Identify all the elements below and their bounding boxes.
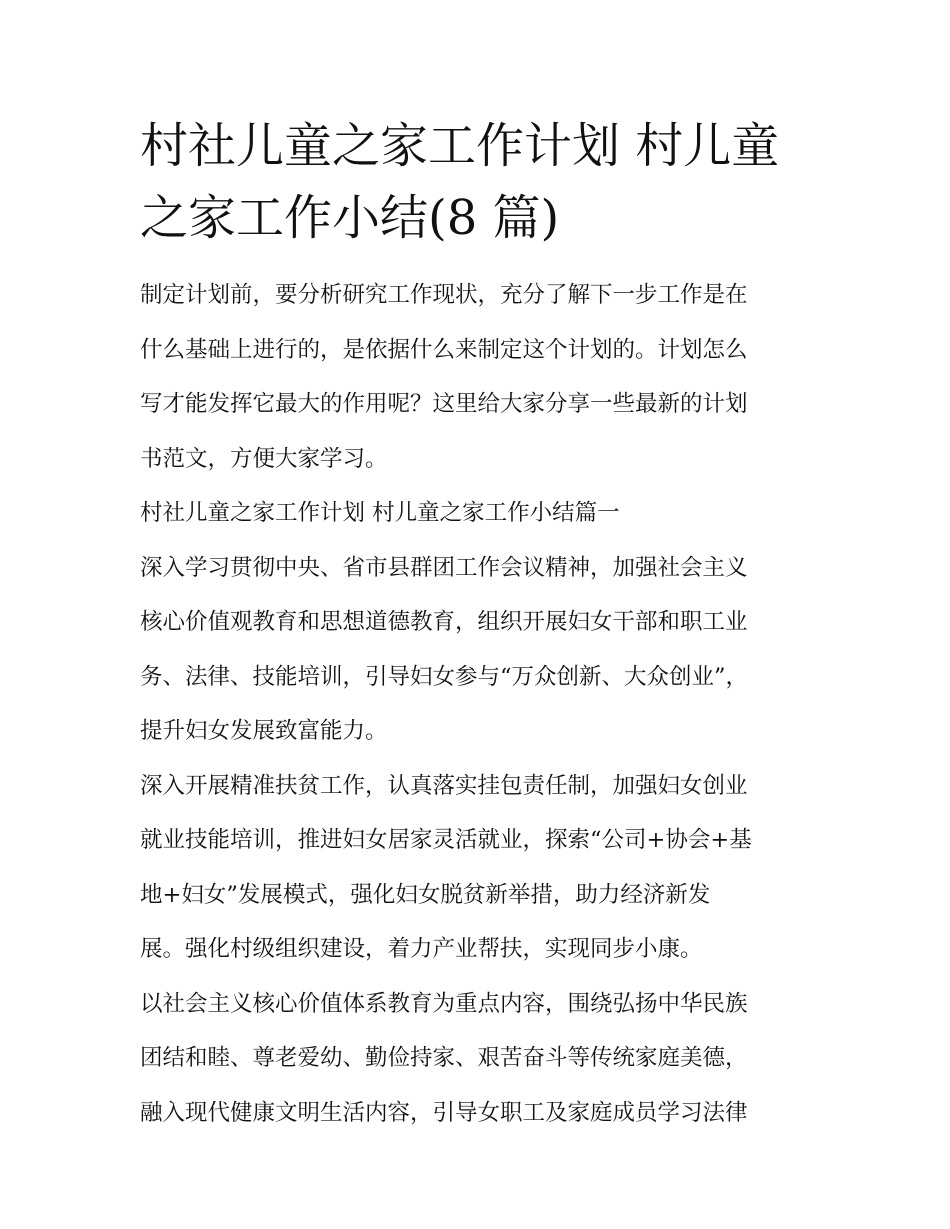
text-line: 核心价值观教育和思想道德教育，组织开展妇女干部和职工业 [140, 609, 748, 635]
text-line: 深入学习贯彻中央、省市县群团工作会议精神，加强社会主义 [140, 554, 748, 581]
text-line: 就业技能培训，推进妇女居家灵活就业，探索“公司+协会+基 [140, 827, 752, 853]
body-paragraph-2 [140, 759, 820, 977]
document-title [140, 110, 820, 254]
text-line: 融入现代健康文明生活内容，引导女职工及家庭成员学习法律 [140, 1099, 748, 1126]
text-line: 制定计划前，要分析研究工作现状，充分了解下一步工作是在 [140, 282, 748, 308]
text-line: 什么基础上进行的，是依据什么来制定这个计划的。计划怎么 [140, 336, 748, 363]
text-line: 团结和睦、尊老爱幼、勤俭持家、艰苦奋斗等传统家庭美德， [140, 1045, 748, 1071]
text-line: 写才能发挥它最大的作用呢？这里给大家分享一些最新的计划 [140, 391, 748, 417]
text-line: 村社儿童之家工作计划 村儿童之家工作小结篇一 [140, 500, 620, 526]
intro-paragraph [140, 268, 820, 486]
title-line-1: 村社儿童之家工作计划 村儿童 [140, 118, 780, 174]
document-page [140, 110, 820, 1140]
text-line: 以社会主义核心价值体系教育为重点内容，围绕弘扬中华民族 [140, 990, 748, 1017]
title-line-2: 之家工作小结(8 篇) [140, 190, 560, 246]
body-paragraph-3 [140, 977, 820, 1141]
text-line: 地+妇女”发展模式，强化妇女脱贫新举措，助力经济新发 [140, 881, 711, 908]
text-line: 务、法律、技能培训，引导妇女参与“万众创新、大众创业”， [140, 663, 749, 690]
text-line: 提升妇女发展致富能力。 [140, 718, 388, 744]
section-heading [140, 486, 820, 541]
text-line: 书范文，方便大家学习。 [140, 445, 388, 472]
text-line: 展。强化村级组织建设，着力产业帮扶，实现同步小康。 [140, 936, 703, 962]
body-paragraph-1 [140, 541, 820, 759]
text-line: 深入开展精准扶贫工作，认真落实挂包责任制，加强妇女创业 [140, 772, 748, 799]
